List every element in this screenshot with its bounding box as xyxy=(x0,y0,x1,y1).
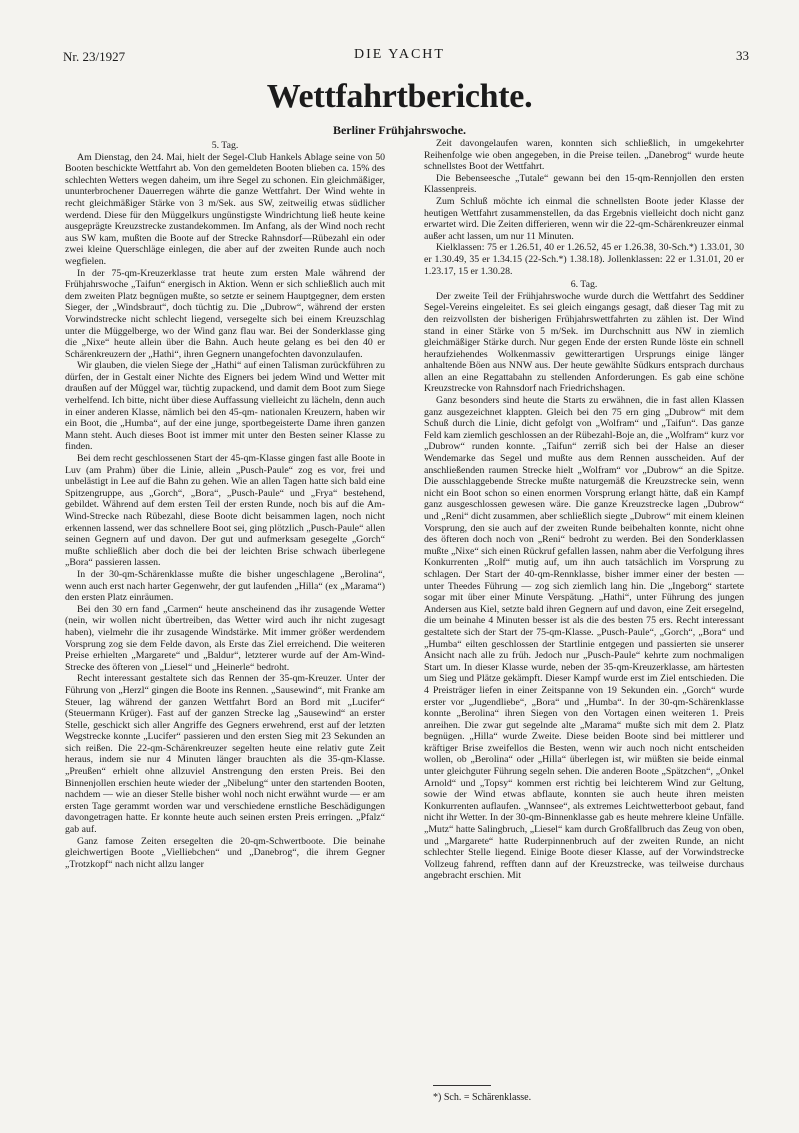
page-number: 33 xyxy=(736,48,749,63)
paragraph: Wir glauben, die vielen Siege der „Hathi“ auf einen Talisman zurückführen zu dürfen, der in Gestalt einer Nichte des Eigners bei jedem Wind und Wetter mit draußen auf der Müggel war, tüchtig zupackend, und damit dem Boot zum Siege verhelfend. Ich bitte, nicht über diese Auffassung vielleicht zu lächeln, denn auch in einer anderen Klasse, nämlich bei den 45-qm- nationalen Kreuzern, haben wir ein Boot, die „Humba“, auf der eine junge, sportbegeisterte Dame ihren ganzen Mann steht. Auch dieses Boot ist immer mit unter den Besten seiner Klasse zu finden. xyxy=(65,360,385,453)
magazine-title: DIE YACHT xyxy=(354,47,445,62)
right-column xyxy=(424,138,744,1083)
footnote-divider xyxy=(433,1085,491,1086)
paragraph: Die Bebenseesche „Tutale“ gewann bei den 15-qm-Rennjollen den ersten Klassenpreis. xyxy=(424,172,744,196)
paragraph: Zeit davongelaufen waren, konnten sich schließlich, in umgekehrter Reihenfolge wie oben angegeben, in die Preise teilen. „Danebrog“ wurde heute schnellstes Boot der Wettfahrt. xyxy=(424,138,744,173)
left-column xyxy=(65,138,385,1083)
paragraph: Ganz famose Zeiten ersegelten die 20-qm-Schwertboote. Die beinahe gleichwertigen Boote „Vielliebchen“ und „Danebrog“, die ihrem Gegner „Trotzkopf“ nach nicht allzu langer xyxy=(65,835,385,870)
article-subtitle: Berliner Frühjahrswoche. xyxy=(332,123,467,137)
paragraph: Bei dem recht geschlossenen Start der 45-qm-Klasse gingen fast alle Boote in Luv (am Prahm) über die Linie, allein „Pusch-Paule“ zog es vor, frei und unbelästigt in Lee auf die Bahn zu gehen. Wie an allen Tagen hatte sich bald eine Spitzengruppe, aus „Gorch“, „Bora“, „Pusch-Paule“ und „Frya“ bestehend, gebildet. Während auf dem ersten Teil der ersten Runde, noch bis auf die Am-Wind-Strecke nach Rübezahl, diese Boote dicht beisammen lagen, noch nicht erkennen lassend, wer das schnellere Boot sei, ging plötzlich „Pusch-Paule“ allen seinen Gegnern auf und davon. Der gut und aufmerksam gesegelte „Gorch“ mußte schließlich aber doch die bei der leichten Brise schwach überlegene „Bora“ passieren lassen. xyxy=(65,453,385,569)
footnote: *) Sch. = Schärenklasse. xyxy=(433,1092,532,1103)
paragraph: Recht interessant gestaltete sich das Rennen der 35-qm-Kreuzer. Unter der Führung von „Herzl“ gingen die Boote ins Rennen. „Sausewind“, mit Franke am Steuer, lag während der ganzen Wettfahrt Bord an Bord mit „Lucifer“ (Steuermann Krüger). Fast auf der ganzen Strecke lag „Sausewind“ an erster Stelle, geschickt sich aller Angriffe des Gegners erwehrend, erst auf der letzten Wegstrecke konnte „Lucifer“ passieren und den ersten Sieg mit 23 Sekunden an sich reißen. Die 22-qm-Schärenkreuzer segelten heute eine relativ gute Zeit heraus, indem sie nur 4 Minuten länger brauchten als die 35-qm-Klasse. „Preußen“ erhielt ohne allzuviel Anstrengung den ersten Preis. Bei den Binnenjollen erschien heute wieder der „Nibelung“ unter den startenden Booten, nachdem — wie an dieser Stelle bisher wohl noch nicht erwähnt wurde — er am ersten Tage gerammt worden war und verschiedene ernstliche Beschädigungen davongetragen hatte. Er konnte heute auch seinen ersten Preis erringen. „Pfalz“ gab auf. xyxy=(65,673,385,836)
paragraph: Der zweite Teil der Frühjahrswoche wurde durch die Wettfahrt des Seddiner Segel-Vereins eingeleitet. Es sei gleich eingangs gesagt, daß dieser Tag mit zu den reizvollsten der bisherigen Frühjahrswettfahrten zu zählen ist. Der Wind stand in einer Stärke von 5 m/Sek. im Durchschnitt aus NW in ziemlich gleichmäßiger Stärke durch. Nur gegen Ende der ersten Runde löste ein schnell heraufziehendes Wolkenmassiv gewitterartigen Ursprungs einige länger anhaltende Böen aus NNW aus. Der heute gewählte Südkurs entsprach durchaus allen an eine Regattabahn zu stellenden Anforderungen. Es gab eine schöne Kreuzstrecke von Rahnsdorf nach Friedrichshagen. xyxy=(424,290,744,395)
section-heading: 6. Tag. xyxy=(570,279,598,291)
paragraph: Zum Schluß möchte ich einmal die schnellsten Boote jeder Klasse der heutigen Wettfahrt zusammenstellen, da das Ergebnis vielleicht doch nicht ganz erwartet wird. Die Zeiten differieren, wenn wir die 22-qm-Schärenkreuzer einmal außer acht lassen, um nur 11 Minuten. xyxy=(424,195,744,242)
article-title: Wettfahrtberichte. xyxy=(266,78,533,115)
paragraph: In der 30-qm-Schärenklasse mußte die bisher ungeschlagene „Berolina“, wenn auch erst nach harter Gegenwehr, der gut laufenden „Hilla“ (ex „Marama“) den ersten Platz einräumen. xyxy=(65,568,385,604)
paragraph: Bei den 30 ern fand „Carmen“ heute anscheinend das ihr zusagende Wetter (nein, wir wollen nicht übertreiben, das Wetter wird auch ihr nicht zugesagt haben), vielmehr die ihr zusagende Windstärke. Mit immer größer werdendem Vorsprung zog sie dem Felde davon, als Erste das Ziel erreichend. Die weiteren Preise erhielten „Margarete“ und „Baldur“, letzterer wurde auf der Am-Wind-Strecke des öfteren von „Liesel“ und „Heinerle“ bedroht. xyxy=(65,603,385,673)
paragraph: Ganz besonders sind heute die Starts zu erwähnen, die in fast allen Klassen ganz ausgezeichnet klappten. Gleich bei den 75 ern ging „Dubrow“ mit dem Schuß durch die Linie, dicht gefolgt von „Wolfram“ und „Taifun“. Das ganze Feld kam ziemlich geschlossen an der Rübezahl-Boje an, die „Wolfram“ kurz vor „Dubrow“ runden konnte. „Taifun“ zerriß sich bei der Halse an dieser Wendemarke das Segel und mußte aus dem Rennen ausscheiden. Auf der anschließenden raumen Strecke hielt „Wolfram“ vor „Dubrow“ an die Spitze. Die ausschlaggebende Strecke mußte naturgemäß die Kreuzstrecke sein, wenn nicht ein Boot schon so einen enormen Vorsprung erlangt hätte, daß ein Kampf ganz ausgeschlossen gewesen wäre. Die ganze Kreuzstrecke lagen „Dubrow“ und „Reni“ dicht zusammen, aber schließlich siegte „Dubrow“ mit einem kleinen Vorsprung, den sie auch auf der zweiten Runde beibehalten konnte, nicht ohne des öfteren doch noch von „Reni“ bedroht zu werden. Bei den Sonderklassen mußte „Nixe“ sich einen Rückruf gefallen lassen, nahm aber die Verfolgung ihres Konkurrenten „Rolf“ mutig auf, um ihn auch tatsächlich im Vorsprung zu schlagen. Der Start der 40-qm-Rennklasse, bisher immer einer der besten — unter Theedes Führung — zog sich ziemlich lang hin. Die „Ingeborg“ startete sogar mit über einer Minute Verspätung. „Hathi“, unter Führung des jungen Andersen aus Kiel, setzte bald ihren Gegnern auf und davon, eine Zeit ersegelnd, die um beinahe 4 Minuten besser ist als die des besten 75 ers. Recht interessant gestaltete sich der Start der 75-qm-Klasse. „Pusch-Paule“, „Gorch“, „Bora“ und „Humba“ eilten geschlossen der Startlinie entgegen und passierten sie unserer Ansicht nach alle zu früh. Jedoch nur „Pusch-Paule“ kehrte zum nochmaligen Start um. In dieser Klasse wurde, neben der 35-qm-Kreuzerklasse, am härtesten um Sieg und Plätze gekämpft. Dieser Kampf wurde erst im Ziel entschieden. Die 4 Preisträger liefen in einer Zeitspanne von 19 Sekunden ein. „Gorch“ wurde erster vor „Jugendliebe“, „Bora“ und „Humba“. In der 30-qm-Schärenklasse konnte „Berolina“ ihren Siegen von den Vortagen einen weiteren 1. Preis anreihen. Die zwar gut segelnde alte „Marama“ mußte sich mit dem 2. Platz begnügen. „Hilla“ wurde Zweite. Diese beiden Boote sind bei mittlerer und kräftiger Brise zweifellos die Besten, wenn wir auch noch nicht entscheiden wollen, ob „Berolina“ oder „Hilla“ überlegen ist, wir müßten sie beide einmal unter gleichguter Führung segeln sehen. Die anderen Boote „Spätzchen“, „Onkel Arnold“ und „Topsy“ kommen erst richtig bei leichterem Wind zur Geltung, sowie der Wind etwas abflaute, konnten sie auch heute ihren meisten Konkurrenten auflaufen. „Wannsee“, als extremes Leichtwetterboot gebaut, fand nicht ihr Wetter. In der 30-qm-Binnenklasse gab es heute mehrere kleine Unfälle. „Mutz“ hatte Salingbruch, „Liesel“ kam durch Großfallbruch das Zeug von oben, und „Margarete“ hatte Ruderpinnenbruch auf der zweiten Runde, an nicht schlechter Stelle liegend. Einige Boote dieser Klasse, auf der Vorwindstrecke Vollzeug fahrend, refften dann auf der Kreuzstrecke, was teilweise durchaus angebracht erschien. Mit xyxy=(424,395,744,882)
paragraph: Kielklassen: 75 er 1.26.51, 40 er 1.26.52, 45 er 1.26.38, 30-Sch.*) 1.33.01, 30 er 1.30.49, 35 er 1.34.15 (22-Sch.*) 1.38.18). Jollenklassen: 22 er 1.31.01, 20 er 1.23.17, 15 er 1.30.28. xyxy=(424,242,744,277)
paragraph: In der 75-qm-Kreuzerklasse trat heute zum ersten Male während der Frühjahrswoche „Taifun“ energisch in Aktion. Wenn er sich schließlich auch mit dem zweiten Platz begnügen mußte, so setzte er seinem Hauptgegner, dem ersten Sieger, der „Windsbraut“, doch tüchtig zu. Die „Dubrow“, während der ersten Vorwindstrecke nicht schlecht liegend, versegelte sich bei einem Kreuzschlag unter die Müggelberge, wo der Wind ganz flau war. Bei der Sonderklasse ging die „Nixe“ heute allein über die Bahn. Auch heute gelang es bei den 40 er Schärenkreuzern der „Hathi“, ihren Gegnern unangefochten davonzulaufen. xyxy=(65,267,385,360)
issue-number: Nr. 23/1927 xyxy=(63,49,126,64)
section-heading: 5. Tag. xyxy=(211,140,239,151)
paragraph: Am Dienstag, den 24. Mai, hielt der Segel-Club Hankels Ablage seine von 50 Booten beschickte Wettfahrt ab. Von den gemeldeten Booten blieben ca. 15% des schlechten Wetters wegen daheim, um ihre Segel zu schonen. Ein gleichmäßiger, ununterbrochener Dauerregen währte die ganze Wettfahrt. Der Wind wehte in recht gleichmäßiger Stärke von 3 m/Sek. aus SW, zeitweilig etwas südlicher werdend. Diese für den Müggelkurs ungünstigste Windrichtung ließ heute keine ausgeprägte Kreuzstrecke zustandekommen. Im Anfang, als der Wind noch recht aus SW kam, mußten die Boote auf der Strecke Rahnsdorf—Rübezahl ein oder zwei kleine Querschläge einlegen, die aber auf der zweiten Runde auch noch wegfielen. xyxy=(65,151,385,267)
